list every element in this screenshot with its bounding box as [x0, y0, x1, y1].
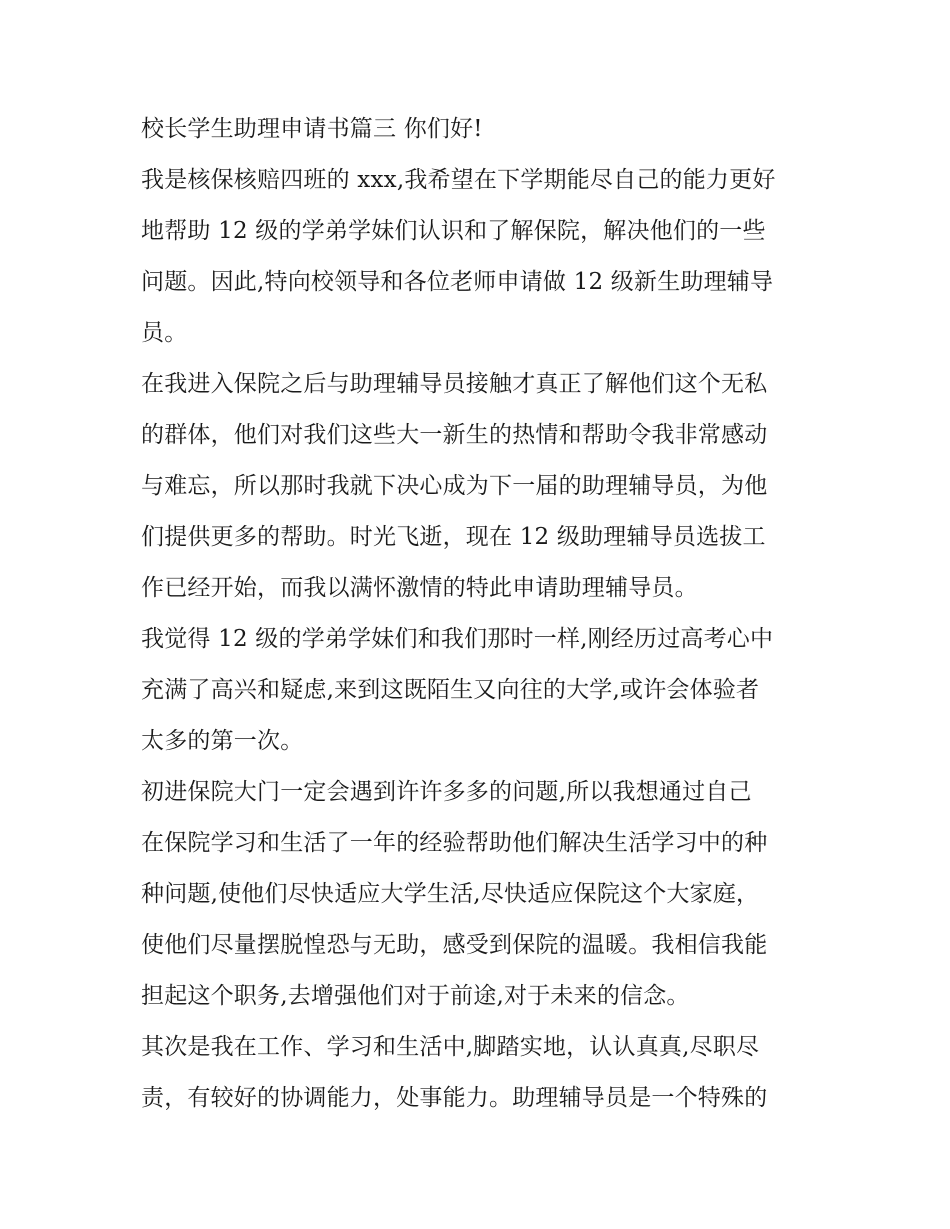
- text-line: 我觉得 12 级的学弟学妹们和我们那时一样,刚经历过高考心中: [141, 626, 774, 652]
- text-line: 校长学生助理申请书篇三 你们好!: [141, 116, 483, 142]
- text-line: 在保院学习和生活了一年的经验帮助他们解决生活学习中的种: [141, 830, 768, 856]
- text-line: 们提供更多的帮助。时光飞逝，现在 12 级助理辅导员选拔工: [141, 524, 766, 550]
- text-line: 初进保院大门一定会遇到许许多多的问题,所以我想通过自己: [141, 779, 752, 805]
- text-line: 的群体，他们对我们这些大一新生的热情和帮助令我非常感动: [141, 422, 768, 448]
- text-line: 充满了高兴和疑虑,来到这既陌生又向往的大学,或许会体验者: [141, 677, 760, 703]
- text-line: 担起这个职务,去增强他们对于前途,对于未来的信念。: [141, 983, 690, 1009]
- text-line: 在我进入保院之后与助理辅导员接触才真正了解他们这个无私: [141, 371, 768, 397]
- paragraph-plan: [141, 767, 816, 1022]
- text-line: 我是核保核赔四班的 xxx,我希望在下学期能尽自己的能力更好: [141, 167, 776, 193]
- document-body: [141, 104, 816, 1124]
- paragraph-heading: [141, 104, 816, 155]
- paragraph-qualifications: [141, 1022, 816, 1124]
- text-line: 与难忘，所以那时我就下决心成为下一届的助理辅导员，为他: [141, 473, 768, 499]
- text-line: 种问题,使他们尽快适应大学生活,尽快适应保院这个大家庭，: [141, 881, 760, 907]
- text-line: 太多的第一次。: [141, 728, 304, 754]
- paragraph-introduction: [141, 155, 816, 359]
- text-line: 其次是我在工作、学习和生活中,脚踏实地，认认真真,尽职尽: [141, 1034, 760, 1060]
- text-line: 员。: [141, 320, 188, 346]
- text-line: 地帮助 12 级的学弟学妹们认识和了解保院，解决他们的一些: [141, 218, 766, 244]
- paragraph-understanding: [141, 614, 816, 767]
- text-line: 使他们尽量摆脱惶恐与无助，感受到保院的温暖。我相信我能: [141, 932, 768, 958]
- text-line: 作已经开始，而我以满怀激情的特此申请助理辅导员。: [141, 575, 698, 601]
- paragraph-motivation: [141, 359, 816, 614]
- text-line: 问题。因此,特向校领导和各位老师申请做 12 级新生助理辅导: [141, 269, 774, 295]
- text-line: 责，有较好的协调能力，处事能力。助理辅导员是一个特殊的: [141, 1085, 768, 1111]
